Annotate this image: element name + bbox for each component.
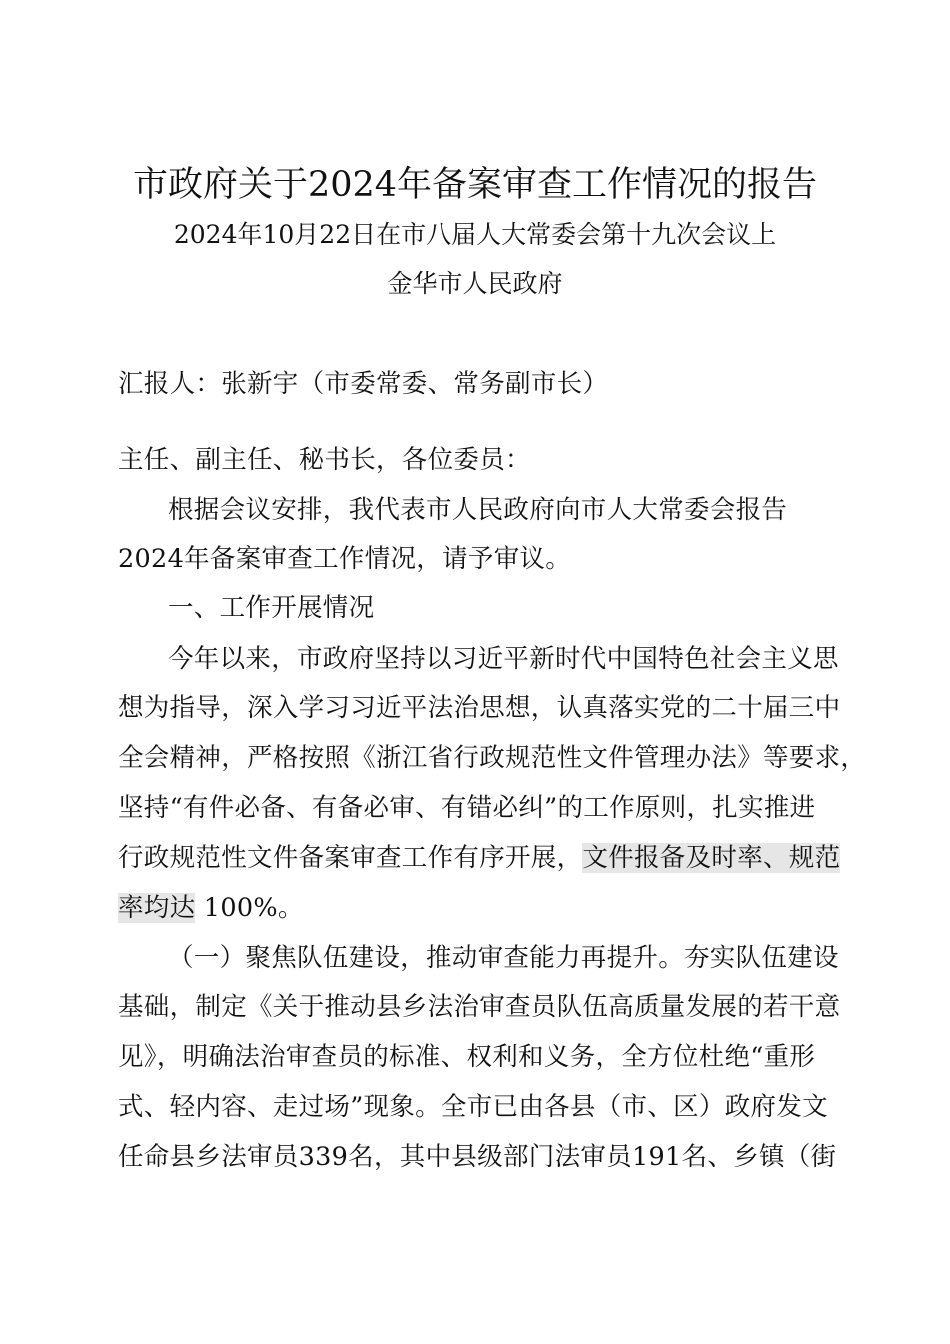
paragraph-line: 式、轻内容、走过场”现象。全市已由各县（市、区）政府发文	[118, 1092, 828, 1122]
paragraph-line: 想为指导，深入学习习近平法治思想，认真落实党的二十届三中	[118, 693, 841, 723]
document-subtitle: 2024年10月22日在市八届人大常委会第十九次会议上	[173, 220, 777, 249]
paragraph-line	[118, 838, 841, 878]
paragraph-line: 全会精神，严格按照《浙江省行政规范性文件管理办法》等要求，	[118, 743, 867, 773]
paragraph-line: （一）聚焦队伍建设，推动审查能力再提升。夯实队伍建设	[168, 943, 839, 973]
text-segment: 行政规范性文件备案审查工作有序开展，	[118, 843, 583, 873]
paragraph-line: 任命县乡法审员339名，其中县级部门法审员191名、乡镇（街	[118, 1142, 837, 1172]
paragraph-line: 今年以来，市政府坚持以习近平新时代中国特色社会主义思	[168, 644, 839, 674]
issuing-organization: 金华市人民政府	[387, 269, 563, 298]
paragraph-line: 坚持“有件必备、有备必审、有错必纠”的工作原则，扎实推进	[118, 793, 816, 823]
text-segment: 100%	[195, 893, 278, 923]
highlighted-text: 率均达	[118, 893, 196, 923]
highlighted-text: 文件报备及时率、规范	[582, 843, 841, 873]
paragraph-line: 2024年备案审查工作情况，请予审议。	[118, 544, 572, 574]
paragraph-line	[118, 888, 838, 928]
paragraph-line: 基础，制定《关于推动县乡法治审查员队伍高质量发展的若干意	[118, 992, 841, 1022]
reporter-line: 汇报人：张新宇（市委常委、常务副市长）	[118, 369, 609, 399]
section-heading: 一、工作开展情况	[168, 593, 375, 623]
document-title: 市政府关于2024年备案审查工作情况的报告	[132, 165, 818, 205]
salutation: 主任、副主任、秘书长，各位委员：	[118, 445, 531, 475]
text-segment: 。	[277, 893, 304, 923]
paragraph-line: 根据会议安排，我代表市人民政府向市人大常委会报告	[168, 495, 788, 525]
paragraph-line: 见》，明确法治审查员的标准、权利和义务，全方位杜绝“重形	[118, 1042, 816, 1072]
